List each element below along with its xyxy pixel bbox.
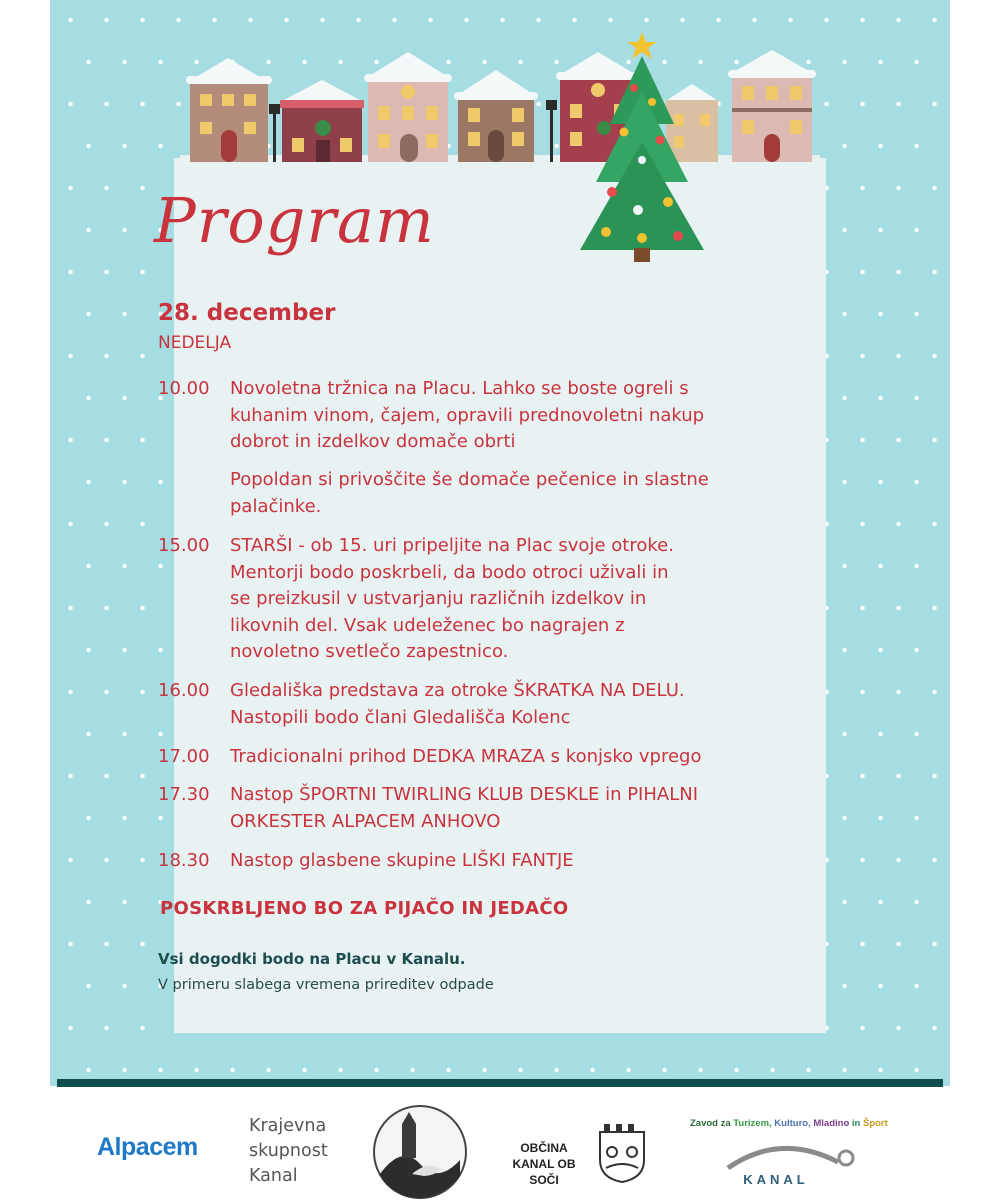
houses-illustration bbox=[180, 30, 820, 170]
food-drink-note: POSKRBLJENO BO ZA PIJAČO IN JEDAČO bbox=[160, 898, 569, 919]
snow-dot bbox=[122, 900, 126, 904]
snow-dot bbox=[878, 228, 882, 232]
obcina-kanal-logo bbox=[502, 1140, 586, 1188]
snow-dot bbox=[878, 648, 882, 652]
snow-dot bbox=[698, 1068, 702, 1072]
snow-dot bbox=[626, 1068, 630, 1072]
snow-dot bbox=[914, 60, 918, 64]
snow-dot bbox=[716, 18, 720, 22]
snow-dot bbox=[878, 1068, 882, 1072]
snow-dot bbox=[914, 396, 918, 400]
alpacem-logo bbox=[97, 1133, 198, 1162]
schedule-line: likovnih del. Vsak udeleženec bo nagrajen z bbox=[230, 614, 625, 636]
snow-dot bbox=[914, 816, 918, 820]
snow-dot bbox=[824, 18, 828, 22]
snow-dot bbox=[68, 774, 72, 778]
snow-dot bbox=[896, 858, 900, 862]
schedule-line: Popoldan si privoščite še domače pečenice in slastne bbox=[230, 469, 709, 490]
event-day: NEDELJA bbox=[158, 333, 232, 353]
snow-dot bbox=[104, 270, 108, 274]
zavod-logo-text bbox=[690, 1118, 905, 1129]
snow-dot bbox=[122, 648, 126, 652]
snow-dot bbox=[320, 18, 324, 22]
snow-dot bbox=[842, 984, 846, 988]
schedule-time: 17.00 bbox=[158, 746, 210, 767]
snow-dot bbox=[860, 690, 864, 694]
snow-dot bbox=[896, 606, 900, 610]
snow-dot bbox=[86, 564, 90, 568]
snow-dot bbox=[410, 1068, 414, 1072]
snow-dot bbox=[878, 816, 882, 820]
alpacem-part3: cem bbox=[149, 1133, 198, 1161]
snow-dot bbox=[104, 942, 108, 946]
snow-dot bbox=[140, 942, 144, 946]
snow-dot bbox=[86, 396, 90, 400]
snow-dot bbox=[140, 354, 144, 358]
schedule-time: 15.00 bbox=[158, 535, 210, 556]
snow-dot bbox=[896, 354, 900, 358]
snow-dot bbox=[896, 522, 900, 526]
schedule-line: Mentorji bodo poskrbeli, da bodo otroci uživali in bbox=[230, 561, 669, 583]
snow-dot bbox=[212, 18, 216, 22]
snow-dot bbox=[86, 228, 90, 232]
snow-dot bbox=[554, 1068, 558, 1072]
round-seal-logo bbox=[372, 1104, 468, 1200]
snow-dot bbox=[86, 60, 90, 64]
snow-dot bbox=[302, 1068, 306, 1072]
obcina-line-1: OBČINA bbox=[520, 1141, 568, 1155]
zavod-word-4: Mladino bbox=[813, 1118, 850, 1129]
snow-dot bbox=[878, 900, 882, 904]
christmas-tree-illustration bbox=[572, 32, 712, 264]
snow-dot bbox=[158, 732, 162, 736]
schedule-time: 16.00 bbox=[158, 680, 210, 701]
schedule-line: Tradicionalni prihod DEDKA MRAZA s konjsko vprego bbox=[230, 746, 702, 767]
snow-dot bbox=[914, 564, 918, 568]
snow-dot bbox=[860, 102, 864, 106]
snow-dot bbox=[104, 438, 108, 442]
snow-dot bbox=[752, 18, 756, 22]
snow-dot bbox=[158, 564, 162, 568]
kanal-bridge-logo bbox=[720, 1132, 870, 1188]
snow-dot bbox=[140, 438, 144, 442]
snow-dot bbox=[230, 1068, 234, 1072]
kanal-wordmark: KANAL bbox=[743, 1172, 809, 1187]
schedule-line: Nastopili bodo člani Gledališča Kolenc bbox=[230, 706, 571, 728]
snow-dot bbox=[878, 396, 882, 400]
snow-dot bbox=[536, 18, 540, 22]
snow-dot bbox=[86, 480, 90, 484]
snow-dot bbox=[122, 1068, 126, 1072]
obcina-line-2: KANAL OB SOČI bbox=[512, 1157, 576, 1187]
snow-dot bbox=[140, 1026, 144, 1030]
snow-dot bbox=[140, 774, 144, 778]
snow-dot bbox=[158, 816, 162, 820]
snow-dot bbox=[896, 690, 900, 694]
snow-dot bbox=[68, 1026, 72, 1030]
schedule-line: Nastop glasbene skupine LIŠKI FANTJE bbox=[230, 850, 574, 871]
schedule-line: ORKESTER ALPACEM ANHOVO bbox=[230, 810, 501, 832]
snow-dot bbox=[860, 438, 864, 442]
snow-dot bbox=[140, 18, 144, 22]
zavod-word-6: Šport bbox=[862, 1118, 888, 1129]
schedule-line: novoletno svetlečo zapestnico. bbox=[230, 641, 509, 662]
weather-note: V primeru slabega vremena prireditev odpade bbox=[158, 977, 494, 993]
snow-dot bbox=[104, 354, 108, 358]
snow-dot bbox=[122, 564, 126, 568]
snow-dot bbox=[428, 18, 432, 22]
schedule-description bbox=[230, 848, 760, 875]
snow-dot bbox=[932, 438, 936, 442]
snow-dot bbox=[860, 186, 864, 190]
snow-dot bbox=[68, 438, 72, 442]
snow-dot bbox=[842, 228, 846, 232]
snow-dot bbox=[770, 1068, 774, 1072]
alpacem-part1: Al bbox=[97, 1133, 121, 1161]
snow-dot bbox=[860, 270, 864, 274]
schedule-description bbox=[230, 376, 760, 456]
snow-dot bbox=[284, 18, 288, 22]
snow-dot bbox=[140, 858, 144, 862]
snow-dot bbox=[104, 606, 108, 610]
snow-dot bbox=[878, 144, 882, 148]
snow-dot bbox=[860, 774, 864, 778]
snow-dot bbox=[860, 858, 864, 862]
schedule-description bbox=[230, 782, 760, 835]
krajevna-skupnost-logo bbox=[249, 1114, 328, 1189]
zavod-word-3: Kulturo, bbox=[774, 1118, 811, 1129]
snow-dot bbox=[140, 522, 144, 526]
snow-dot bbox=[446, 1068, 450, 1072]
schedule-line: palačinke. bbox=[230, 495, 322, 517]
snow-dot bbox=[122, 732, 126, 736]
snow-dot bbox=[248, 18, 252, 22]
snow-dot bbox=[140, 186, 144, 190]
snow-dot bbox=[518, 1068, 522, 1072]
snow-dot bbox=[896, 1026, 900, 1030]
snow-dot bbox=[86, 648, 90, 652]
schedule-line: Nastop ŠPORTNI TWIRLING KLUB DESKLE in PIHALNI bbox=[230, 784, 699, 805]
snow-dot bbox=[932, 942, 936, 946]
snow-dot bbox=[68, 102, 72, 106]
snow-dot bbox=[860, 522, 864, 526]
snow-dot bbox=[356, 18, 360, 22]
zavod-word-2: Turizem, bbox=[733, 1118, 772, 1129]
snow-dot bbox=[896, 774, 900, 778]
snow-dot bbox=[68, 606, 72, 610]
alpacem-part2: pa bbox=[121, 1133, 150, 1161]
snow-dot bbox=[122, 312, 126, 316]
snow-dot bbox=[140, 102, 144, 106]
snow-dot bbox=[158, 648, 162, 652]
snow-dot bbox=[680, 18, 684, 22]
snow-dot bbox=[896, 438, 900, 442]
snow-dot bbox=[932, 522, 936, 526]
snow-dot bbox=[842, 1068, 846, 1072]
snow-dot bbox=[68, 942, 72, 946]
snow-dot bbox=[86, 144, 90, 148]
snow-dot bbox=[68, 18, 72, 22]
snow-dot bbox=[122, 144, 126, 148]
snow-dot bbox=[842, 732, 846, 736]
snow-dot bbox=[86, 1068, 90, 1072]
zavod-word-1: Zavod za bbox=[690, 1118, 731, 1129]
snow-dot bbox=[932, 270, 936, 274]
snow-dot bbox=[104, 858, 108, 862]
snow-dot bbox=[842, 816, 846, 820]
snow-dot bbox=[878, 480, 882, 484]
snow-dot bbox=[806, 1068, 810, 1072]
snow-dot bbox=[122, 396, 126, 400]
schedule-line: Gledališka predstava za otroke ŠKRATKA NA DELU. bbox=[230, 680, 685, 701]
snow-dot bbox=[878, 984, 882, 988]
snow-dot bbox=[68, 858, 72, 862]
snow-dot bbox=[860, 18, 864, 22]
snow-dot bbox=[842, 144, 846, 148]
snow-dot bbox=[158, 144, 162, 148]
snow-dot bbox=[86, 732, 90, 736]
schedule-description bbox=[230, 467, 760, 520]
snow-dot bbox=[788, 18, 792, 22]
snow-dot bbox=[896, 186, 900, 190]
snow-dot bbox=[104, 102, 108, 106]
event-date: 28. december bbox=[158, 300, 336, 326]
snow-dot bbox=[842, 396, 846, 400]
snow-dot bbox=[932, 354, 936, 358]
ks-line-3: Kanal bbox=[249, 1166, 298, 1186]
snow-dot bbox=[104, 774, 108, 778]
snow-dot bbox=[644, 18, 648, 22]
snow-dot bbox=[104, 1026, 108, 1030]
snow-dot bbox=[734, 1068, 738, 1072]
snow-dot bbox=[122, 228, 126, 232]
snow-dot bbox=[842, 60, 846, 64]
coat-of-arms-icon bbox=[596, 1122, 648, 1184]
snow-dot bbox=[104, 18, 108, 22]
snow-dot bbox=[482, 1068, 486, 1072]
snow-dot bbox=[914, 732, 918, 736]
snow-dot bbox=[374, 1068, 378, 1072]
snow-dot bbox=[86, 900, 90, 904]
snow-dot bbox=[500, 18, 504, 22]
schedule-time: 17.30 bbox=[158, 784, 210, 805]
schedule-line: kuhanim vinom, čajem, opravili prednovoletni nakup bbox=[230, 404, 705, 426]
schedule-line: se preizkusil v ustvarjanju različnih izdelkov in bbox=[230, 588, 647, 609]
snow-dot bbox=[878, 60, 882, 64]
snow-dot bbox=[122, 816, 126, 820]
footer-divider-bar bbox=[57, 1079, 943, 1087]
snow-dot bbox=[914, 144, 918, 148]
schedule-line: Novoletna tržnica na Placu. Lahko se boste ogreli s bbox=[230, 378, 689, 399]
snow-dot bbox=[590, 1068, 594, 1072]
snow-dot bbox=[896, 18, 900, 22]
snow-dot bbox=[140, 690, 144, 694]
snow-dot bbox=[86, 816, 90, 820]
page-title: Program bbox=[154, 184, 435, 257]
snow-dot bbox=[662, 1068, 666, 1072]
schedule-description bbox=[230, 744, 760, 771]
snow-dot bbox=[914, 228, 918, 232]
snow-dot bbox=[932, 858, 936, 862]
snow-dot bbox=[860, 606, 864, 610]
snow-dot bbox=[914, 480, 918, 484]
schedule-description bbox=[230, 533, 760, 666]
schedule-line: STARŠI - ob 15. uri pripeljite na Plac svoje otroke. bbox=[230, 535, 674, 556]
snow-dot bbox=[86, 984, 90, 988]
schedule-description bbox=[230, 678, 760, 731]
snow-dot bbox=[932, 186, 936, 190]
snow-dot bbox=[68, 522, 72, 526]
snow-dot bbox=[842, 648, 846, 652]
snow-dot bbox=[896, 102, 900, 106]
snow-dot bbox=[158, 60, 162, 64]
snow-dot bbox=[194, 1068, 198, 1072]
schedule-time: 18.30 bbox=[158, 850, 210, 871]
ks-line-2: skupnost bbox=[249, 1141, 328, 1161]
snow-dot bbox=[914, 900, 918, 904]
snow-dot bbox=[914, 984, 918, 988]
snow-dot bbox=[122, 480, 126, 484]
schedule-time: 10.00 bbox=[158, 378, 210, 399]
ks-line-1: Krajevna bbox=[249, 1116, 327, 1136]
snow-dot bbox=[842, 480, 846, 484]
snow-dot bbox=[104, 522, 108, 526]
snow-dot bbox=[86, 312, 90, 316]
snow-dot bbox=[932, 1026, 936, 1030]
snow-dot bbox=[860, 942, 864, 946]
zavod-word-5: in bbox=[851, 1118, 861, 1129]
snow-dot bbox=[932, 606, 936, 610]
snow-dot bbox=[158, 1068, 162, 1072]
snow-dot bbox=[914, 312, 918, 316]
snow-dot bbox=[896, 942, 900, 946]
snow-dot bbox=[68, 690, 72, 694]
snow-dot bbox=[122, 60, 126, 64]
snow-dot bbox=[608, 18, 612, 22]
snow-dot bbox=[68, 186, 72, 190]
snow-dot bbox=[572, 18, 576, 22]
snow-dot bbox=[68, 270, 72, 274]
snow-dot bbox=[932, 18, 936, 22]
snow-dot bbox=[860, 354, 864, 358]
snow-dot bbox=[824, 102, 828, 106]
snow-dot bbox=[878, 564, 882, 568]
snow-dot bbox=[842, 900, 846, 904]
snow-dot bbox=[932, 774, 936, 778]
snow-dot bbox=[842, 564, 846, 568]
snow-dot bbox=[464, 18, 468, 22]
snow-dot bbox=[104, 186, 108, 190]
snow-dot bbox=[932, 690, 936, 694]
schedule-line: dobrot in izdelkov domače obrti bbox=[230, 431, 516, 452]
snow-dot bbox=[896, 270, 900, 274]
snow-dot bbox=[338, 1068, 342, 1072]
snow-dot bbox=[932, 102, 936, 106]
location-text: Vsi dogodki bodo na Placu v Kanalu. bbox=[158, 950, 466, 968]
snow-dot bbox=[860, 1026, 864, 1030]
snow-dot bbox=[266, 1068, 270, 1072]
snow-dot bbox=[176, 18, 180, 22]
snow-dot bbox=[122, 984, 126, 988]
snow-dot bbox=[140, 606, 144, 610]
snow-dot bbox=[104, 690, 108, 694]
snow-dot bbox=[842, 312, 846, 316]
snow-dot bbox=[914, 648, 918, 652]
snow-dot bbox=[140, 270, 144, 274]
snow-dot bbox=[914, 1068, 918, 1072]
snow-dot bbox=[68, 354, 72, 358]
snow-dot bbox=[158, 480, 162, 484]
snow-dot bbox=[878, 312, 882, 316]
snow-dot bbox=[878, 732, 882, 736]
snow-dot bbox=[392, 18, 396, 22]
